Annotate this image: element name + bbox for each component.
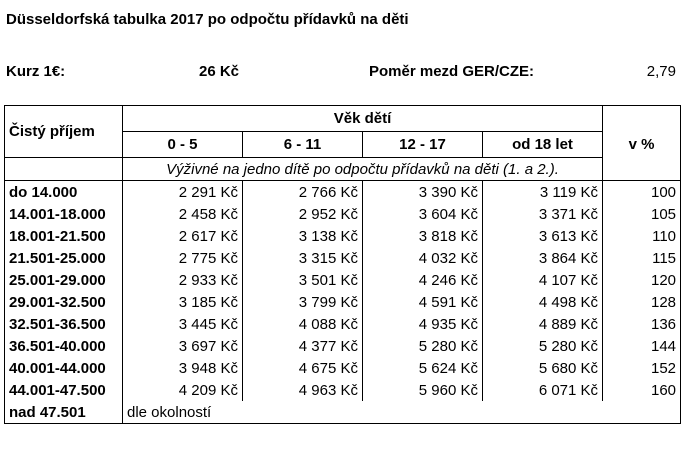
- support-amount: 5 624 Kč: [363, 357, 483, 379]
- percent-value: 110: [603, 225, 681, 247]
- exchange-rate-value: 26 Kč: [199, 63, 240, 80]
- table-row: [5, 225, 681, 247]
- support-amount: 2 766 Kč: [243, 181, 363, 204]
- support-amount: 5 680 Kč: [483, 357, 603, 379]
- percent-header-top: [603, 106, 681, 132]
- income-range: do 14.000: [5, 181, 123, 204]
- income-range: 32.501-36.500: [5, 313, 123, 335]
- table-row: [5, 379, 681, 401]
- table-row: [5, 313, 681, 335]
- age-group-0-5: 0 - 5: [123, 132, 243, 158]
- support-amount: 4 591 Kč: [363, 291, 483, 313]
- exchange-rate-label: Kurz 1€:: [6, 63, 66, 80]
- dusseldorf-table: [4, 105, 681, 424]
- support-amount: 4 889 Kč: [483, 313, 603, 335]
- income-header: Čistý příjem: [5, 106, 123, 158]
- age-group-6-11: 6 - 11: [243, 132, 363, 158]
- support-amount: 3 138 Kč: [243, 225, 363, 247]
- percent-value: 152: [603, 357, 681, 379]
- income-range: nad 47.501: [5, 401, 123, 424]
- table-row: [5, 203, 681, 225]
- income-range: 18.001-21.500: [5, 225, 123, 247]
- support-amount: 6 071 Kč: [483, 379, 603, 401]
- support-amount: 3 390 Kč: [363, 181, 483, 204]
- age-header: Věk dětí: [123, 106, 603, 132]
- table-row: [5, 247, 681, 269]
- note-spacer-right: [603, 158, 681, 181]
- percent-value: 115: [603, 247, 681, 269]
- note-text: Výživné na jedno dítě po odpočtu přídavků na děti (1. a 2.).: [123, 158, 603, 181]
- age-group-18-plus: od 18 let: [483, 132, 603, 158]
- percent-value: 105: [603, 203, 681, 225]
- income-range: 29.001-32.500: [5, 291, 123, 313]
- support-amount: 4 209 Kč: [123, 379, 243, 401]
- support-amount: 3 818 Kč: [363, 225, 483, 247]
- support-amount: 4 377 Kč: [243, 335, 363, 357]
- percent-header: v %: [603, 132, 681, 158]
- support-amount: 3 315 Kč: [243, 247, 363, 269]
- support-amount: 4 498 Kč: [483, 291, 603, 313]
- percent-value: 120: [603, 269, 681, 291]
- support-amount: 2 775 Kč: [123, 247, 243, 269]
- income-range: 25.001-29.000: [5, 269, 123, 291]
- wage-ratio-label: Poměr mezd GER/CZE:: [369, 63, 535, 80]
- percent-value: 160: [603, 379, 681, 401]
- support-amount: 2 617 Kč: [123, 225, 243, 247]
- income-range: 36.501-40.000: [5, 335, 123, 357]
- support-amount: 4 246 Kč: [363, 269, 483, 291]
- support-amount: 4 963 Kč: [243, 379, 363, 401]
- percent-value: 100: [603, 181, 681, 204]
- age-group-12-17: 12 - 17: [363, 132, 483, 158]
- support-amount: 4 935 Kč: [363, 313, 483, 335]
- support-amount: 3 613 Kč: [483, 225, 603, 247]
- percent-value: 136: [603, 313, 681, 335]
- support-amount: 3 697 Kč: [123, 335, 243, 357]
- income-range: 14.001-18.000: [5, 203, 123, 225]
- table-row: [5, 335, 681, 357]
- last-row-text: dle okolností: [123, 401, 603, 424]
- support-amount: 4 675 Kč: [243, 357, 363, 379]
- support-amount: 3 799 Kč: [243, 291, 363, 313]
- last-row-percent: [603, 401, 681, 424]
- support-amount: 2 933 Kč: [123, 269, 243, 291]
- page-title: Düsseldorfská tabulka 2017 po odpočtu přídavků na děti: [6, 11, 409, 28]
- income-range: 21.501-25.000: [5, 247, 123, 269]
- support-amount: 3 185 Kč: [123, 291, 243, 313]
- support-amount: 5 280 Kč: [483, 335, 603, 357]
- support-amount: 3 119 Kč: [483, 181, 603, 204]
- support-amount: 5 280 Kč: [363, 335, 483, 357]
- support-amount: 2 291 Kč: [123, 181, 243, 204]
- support-amount: 2 952 Kč: [243, 203, 363, 225]
- table-row: [5, 357, 681, 379]
- support-amount: 3 948 Kč: [123, 357, 243, 379]
- table-body: [5, 181, 681, 424]
- support-amount: 4 032 Kč: [363, 247, 483, 269]
- support-amount: 5 960 Kč: [363, 379, 483, 401]
- support-amount: 3 501 Kč: [243, 269, 363, 291]
- support-amount: 3 445 Kč: [123, 313, 243, 335]
- table-row: [5, 269, 681, 291]
- note-spacer: [5, 158, 123, 181]
- income-range: 40.001-44.000: [5, 357, 123, 379]
- table-row: [5, 291, 681, 313]
- support-amount: 3 604 Kč: [363, 203, 483, 225]
- income-range: 44.001-47.500: [5, 379, 123, 401]
- support-amount: 4 107 Kč: [483, 269, 603, 291]
- support-amount: 4 088 Kč: [243, 313, 363, 335]
- support-amount: 2 458 Kč: [123, 203, 243, 225]
- percent-value: 128: [603, 291, 681, 313]
- table-row: [5, 181, 681, 204]
- support-amount: 3 864 Kč: [483, 247, 603, 269]
- table-row: [5, 401, 681, 424]
- support-amount: 3 371 Kč: [483, 203, 603, 225]
- percent-value: 144: [603, 335, 681, 357]
- wage-ratio-value: 2,79: [646, 63, 676, 80]
